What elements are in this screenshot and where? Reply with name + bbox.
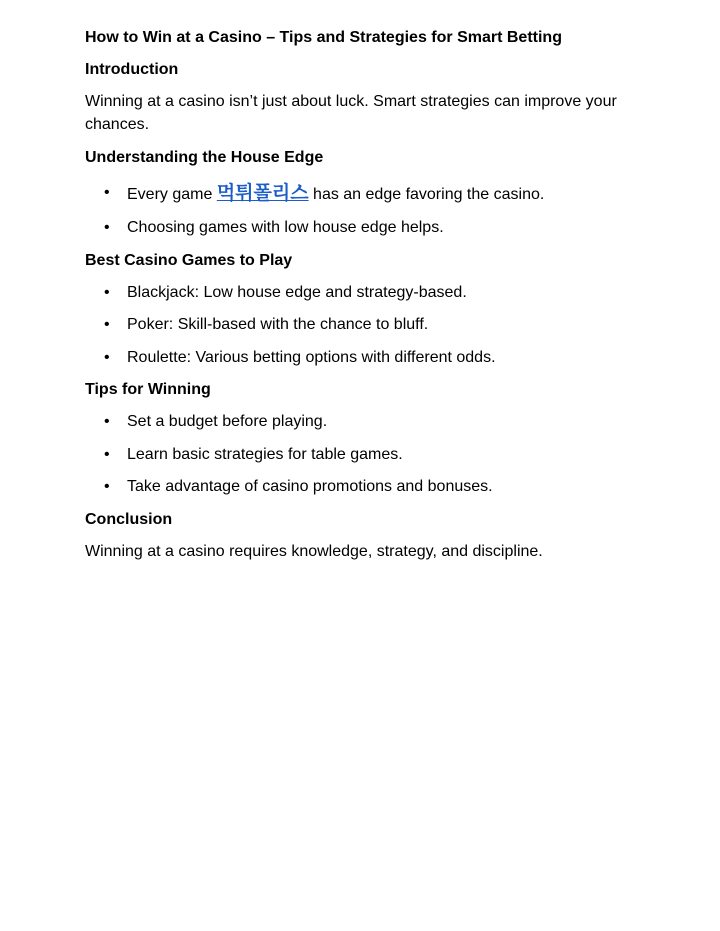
list-item [85,346,645,370]
list-item-text-after: has an edge favoring the casino. [308,186,545,203]
list-item [85,281,645,305]
introduction-paragraph: Winning at a casino isn’t just about luck. Smart strategies can improve your chances. [85,93,617,133]
section-heading-tips: Tips for Winning [85,381,211,398]
list-item [85,178,645,210]
document-page [85,26,645,573]
inline-link[interactable]: 먹튀폴리스 [216,182,309,204]
best-games-list [85,281,645,370]
bullet-glyph: • [104,283,110,301]
bullet-glyph: • [104,413,110,430]
list-item-text: Set a budget before playing. [127,413,328,430]
list-item-text: Blackjack: Low house edge and strategy-based. [127,283,467,301]
list-item [85,410,645,434]
bullet-glyph: • [104,184,110,201]
list-item [85,313,645,337]
list-item [85,475,645,499]
section-heading-best-games: Best Casino Games to Play [85,251,293,269]
list-item-text: Roulette: Various betting options with different odds. [127,348,496,366]
list-item-text-before: Every game [127,186,217,203]
bullet-glyph: • [104,445,110,463]
section-heading-house-edge: Understanding the House Edge [85,149,324,166]
list-item-text: Poker: Skill-based with the chance to bluff. [127,316,429,333]
list-item-text: Learn basic strategies for table games. [127,445,403,463]
tips-list [85,410,645,499]
list-item [85,216,645,240]
document-title: How to Win at a Casino – Tips and Strategies for Smart Betting [85,29,562,46]
section-heading-introduction: Introduction [85,61,179,78]
house-edge-list [85,178,645,240]
section-heading-conclusion: Conclusion [85,510,173,528]
list-item-text: Take advantage of casino promotions and bonuses. [127,478,493,495]
list-item [85,443,645,467]
bullet-glyph: • [104,478,110,495]
bullet-glyph: • [104,316,110,333]
list-item-text: Choosing games with low house edge helps. [127,219,444,236]
conclusion-paragraph: Winning at a casino requires knowledge, strategy, and discipline. [85,542,543,560]
bullet-glyph: • [104,348,110,366]
bullet-glyph: • [104,219,110,236]
